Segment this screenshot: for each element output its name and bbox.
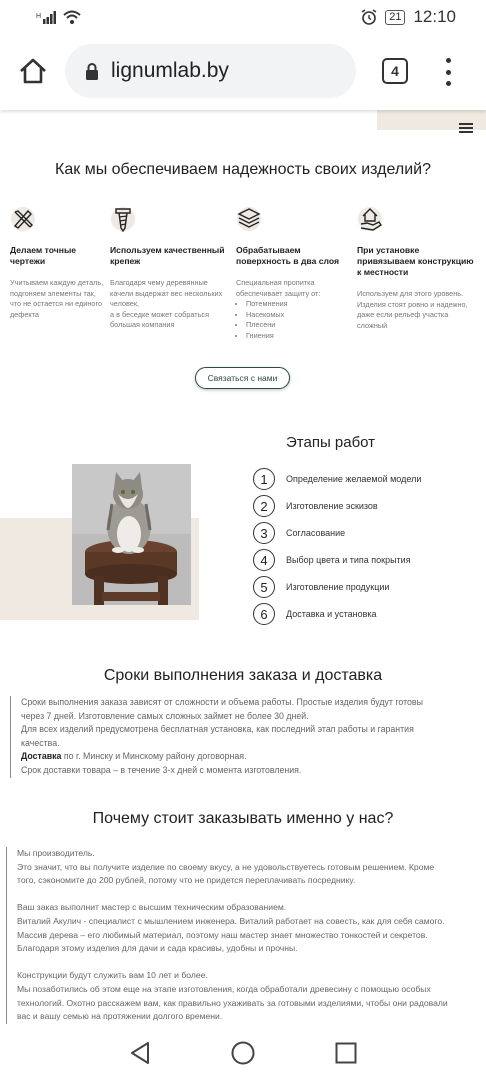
list-item: • Насекомых	[246, 310, 354, 321]
feature-title: Обрабатываем поверхность в два слоя	[236, 245, 340, 266]
screw-icon	[110, 206, 136, 232]
reliability-title: Как мы обеспечиваем надежность своих изделий?	[55, 161, 431, 178]
alarm-icon	[361, 9, 377, 25]
signal-icon	[36, 10, 58, 24]
stage-item	[253, 603, 377, 625]
stage-label: Доставка и установка	[286, 609, 377, 619]
why-title: Почему стоит заказывать именно у нас?	[92, 810, 394, 827]
stage-item	[253, 549, 411, 571]
stage-number: 5	[253, 576, 275, 598]
house-hand-icon	[357, 206, 383, 232]
terms-title: Сроки выполнения заказа и доставка	[103, 667, 383, 684]
ruler-pencil-icon	[10, 206, 36, 232]
delivery-bold: Доставка	[21, 751, 62, 762]
home-icon[interactable]	[18, 56, 48, 86]
protection-list	[246, 299, 354, 341]
stage-number: 6	[253, 603, 275, 625]
list-item: • Потемнения	[246, 299, 354, 310]
hamburger-menu-icon[interactable]	[459, 123, 473, 133]
stage-label: Изготовление эскизов	[286, 501, 378, 511]
overflow-menu-icon[interactable]	[440, 58, 456, 86]
stage-label: Выбор цвета и типа покрытия	[286, 555, 411, 565]
feature-text: Специальная пропитка обеспечивает защиту от:	[236, 278, 321, 298]
system-navigation-bar	[0, 1026, 486, 1080]
stage-label: Изготовление продукции	[286, 582, 390, 592]
stage-item	[253, 495, 378, 517]
stages-title: Этапы работ	[286, 434, 376, 451]
stage-number: 1	[253, 468, 275, 490]
recents-icon[interactable]	[335, 1042, 357, 1064]
feature-fasteners	[110, 206, 228, 331]
battery-icon: 21	[385, 10, 405, 25]
tabs-button[interactable]: 4	[382, 58, 408, 84]
lock-icon	[85, 63, 99, 80]
feature-text: Благодаря чему деревянные качели выдержат вес нескольких человек, а в беседке может собраться большая компания	[110, 278, 223, 329]
feature-text: Используем для этого уровень. Изделия стоят ровно и надежно, даже если рельеф участка сложный	[357, 289, 468, 330]
feature-text: Учитываем каждую деталь, подгоняем элементы так, что не остается ни единого дефекта	[10, 278, 104, 319]
feature-installation	[357, 206, 479, 331]
stage-item	[253, 468, 421, 490]
stage-number: 2	[253, 495, 275, 517]
cat-on-stool-photo	[72, 464, 191, 605]
url-text: lignumlab.by	[111, 59, 229, 82]
svg-text:H: H	[36, 13, 42, 20]
status-bar	[0, 0, 486, 34]
browser-toolbar	[0, 34, 486, 110]
stage-number: 3	[253, 522, 275, 544]
terms-text: Сроки выполнения заказа зависят от сложности и объема работы. Простые изделия будут готовы через 7 дней. Изготовление самых сложных займет не более 30 дней. Для всех изделий предусмотрена бесплатная установка, как последний этап работы и гарантия качества. Доставка по г. Минску и Минскому району договорная. Срок доставки товара – в течение 3-х дней с момента изготовления.	[10, 696, 450, 778]
clock: 12:10	[413, 7, 456, 26]
feature-coating	[236, 206, 354, 341]
why-text: Мы производитель. Это значит, что вы получите изделие по своему вкусу, а не удовольствуетесь готовым решением. Кроме того, сэкономите до 200 рублей, потому что не придется переплачивать посреднику. Ваш заказ выполнит мастер с высшим техническим образованием. Виталий Акулич - специалист с мышлением инженера. Виталий работает на совесть, как для себя самого. Массив дерева – его любимый материал, поэтому наш мастер знает множество тонкостей и секретов. Благодаря этому изделия для дачи и сада красивы, удобны и прочны. Конструкции будут служить вам 10 лет и более. Мы позаботились об этом еще на этапе изготовления, когда обработали древесину с помощью особых технологий. Охотно расскажем вам, как правильно ухаживать за готовыми изделиями, чтобы они радовали вас и вашу семью на протяжении долгого времени.	[6, 847, 476, 1024]
back-icon[interactable]	[129, 1041, 151, 1065]
list-item: • Гниения	[246, 331, 354, 342]
layers-icon	[236, 206, 262, 232]
feature-drawings	[10, 206, 105, 320]
feature-title: Делаем точные чертежи	[10, 245, 77, 266]
stage-number: 4	[253, 549, 275, 571]
feature-title: При установке привязываем конструкцию к местности	[357, 245, 474, 277]
web-page	[0, 110, 486, 1026]
home-nav-icon[interactable]	[231, 1041, 255, 1065]
contact-us-button[interactable]: Связаться с нами	[195, 367, 290, 389]
stage-label: Определение желаемой модели	[286, 474, 422, 484]
stage-item	[253, 522, 345, 544]
stage-label: Согласование	[286, 528, 346, 538]
wifi-icon	[63, 10, 81, 24]
address-bar[interactable]	[65, 44, 356, 98]
feature-title: Используем качественный крепеж	[110, 245, 225, 266]
stage-item	[253, 576, 389, 598]
list-item: • Плесени	[246, 320, 354, 331]
